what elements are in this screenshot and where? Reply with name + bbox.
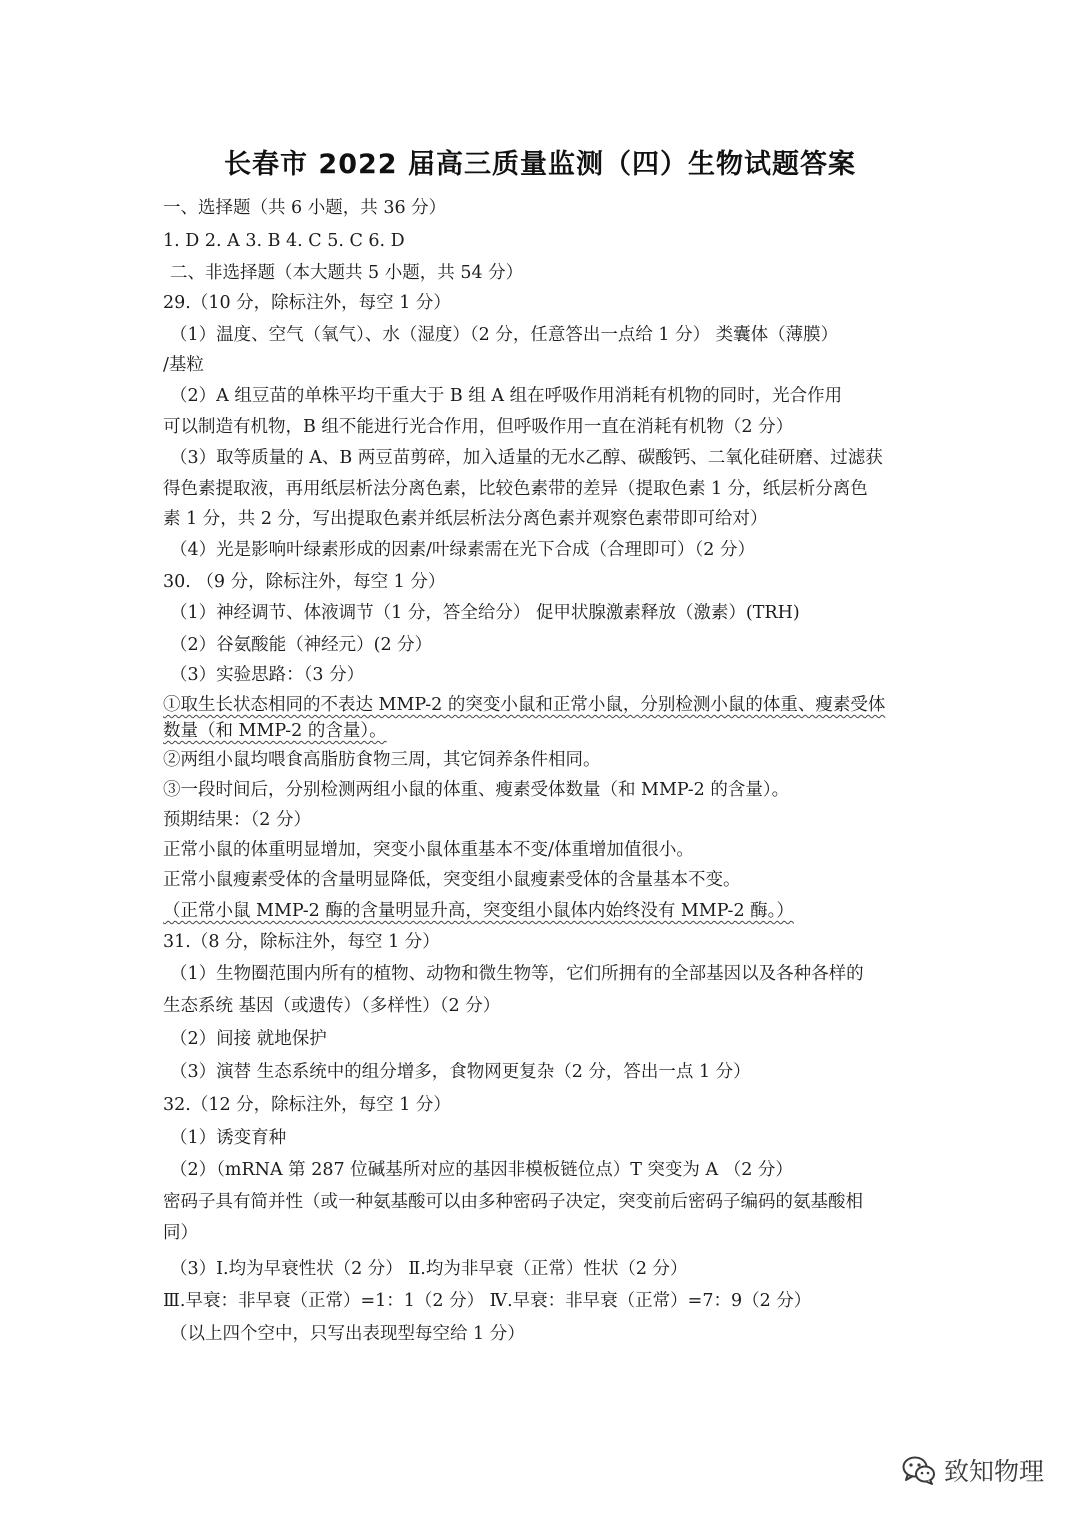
q32-part2-explain-cont: 同） <box>163 1223 198 1243</box>
q31-heading: 31.（8 分，除标注外，每空 1 分） <box>163 932 440 952</box>
section-heading-choice: 一、选择题（共 6 小题，共 36 分） <box>163 198 447 218</box>
choice-answers: 1. D 2. A 3. B 4. C 5. C 6. D <box>163 231 405 251</box>
q29-part1: （1）温度、空气（氧气）、水（湿度）（2 分，任意答出一点给 1 分） 类囊体（薄膜） <box>170 325 839 345</box>
q32-part2-explain: 密码子具有简并性（或一种氨基酸可以由多种密码子决定，突变前后密码子编码的氨基酸相 <box>163 1192 863 1212</box>
q30-result2: 正常小鼠瘦素受体的含量明显降低，突变组小鼠瘦素受体的含量基本不变。 <box>163 870 741 890</box>
q32-note: （以上四个空中，只写出表现型每空给 1 分） <box>170 1324 525 1344</box>
q31-part1: （1）生物圈范围内所有的植物、动物和微生物等，它们所拥有的全部基因以及各种各样的 <box>170 964 864 984</box>
page-title: 长春市 2022 届高三质量监测（四）生物试题答案 <box>224 149 856 180</box>
section-heading-nonchoice: 二、非选择题（本大题共 5 小题，共 54 分） <box>170 263 524 283</box>
q31-part1-cont: 生态系统 基因（或遗传）（多样性）（2 分） <box>163 996 501 1016</box>
q32-part1: （1）诱变育种 <box>170 1128 287 1148</box>
q30-result3 <box>163 899 923 923</box>
q29-part3-cont1: 得色素提取液，再用纸层析法分离色素，比较色素带的差异（提取色素 1 分，纸层析分离色 <box>163 479 868 499</box>
q29-part3-cont2: 素 1 分，共 2 分，写出提取色素并纸层析法分离色素并观察色素带即可给对） <box>163 509 768 529</box>
q30-part1: （1）神经调节、体液调节（1 分，答全给分） 促甲状腺激素释放（激素）(TRH) <box>170 603 800 623</box>
q30-step1-cont-text: 数量（和 MMP-2 的含量）。 <box>163 721 387 741</box>
q30-part2: （2）谷氨酸能（神经元）(2 分） <box>170 635 433 655</box>
q31-part2: （2）间接 就地保护 <box>170 1029 327 1049</box>
q30-part3: （3）实验思路：（3 分） <box>170 665 365 685</box>
q29-part4: （4）光是影响叶绿素形成的因素/叶绿素需在光下合成（合理即可）（2 分） <box>170 540 755 560</box>
q29-part1-cont: /基粒 <box>163 355 204 375</box>
q30-step1-cont <box>163 719 923 743</box>
q30-expected-heading: 预期结果：（2 分） <box>163 810 311 830</box>
q29-part2-cont: 可以制造有机物，B 组不能进行光合作用，但呼吸作用一直在消耗有机物（2 分） <box>163 417 794 437</box>
q31-part3: （3）演替 生态系统中的组分增多，食物网更复杂（2 分，答出一点 1 分） <box>170 1062 751 1082</box>
q30-step1 <box>163 693 923 717</box>
watermark <box>902 1452 1044 1488</box>
q30-result1: 正常小鼠的体重明显增加，突变小鼠体重基本不变/体重增加值很小。 <box>163 840 694 860</box>
q32-part3-row1: （3）Ⅰ.均为早衰性状（2 分） Ⅱ.均为非早衰（正常）性状（2 分） <box>170 1259 688 1279</box>
q29-heading: 29.（10 分，除标注外，每空 1 分） <box>163 293 451 313</box>
q30-heading: 30. （9 分，除标注外，每空 1 分） <box>163 572 446 592</box>
wechat-icon <box>902 1455 936 1485</box>
q30-step1-text: ①取生长状态相同的不表达 MMP-2 的突变小鼠和正常小鼠，分别检测小鼠的体重、瘦素受体 <box>163 695 886 715</box>
q32-heading: 32.（12 分，除标注外，每空 1 分） <box>163 1095 451 1115</box>
q32-part2: （2）（mRNA 第 287 位碱基所对应的基因非模板链位点）T 突变为 A （2 分） <box>170 1160 793 1180</box>
watermark-text: 致知物理 <box>943 1457 1044 1486</box>
q30-step3: ③一段时间后，分别检测两组小鼠的体重、瘦素受体数量（和 MMP-2 的含量）。 <box>163 780 790 800</box>
q29-part2: （2）A 组豆苗的单株平均干重大于 B 组 A 组在呼吸作用消耗有机物的同时，光合作用 <box>170 386 843 406</box>
q32-part3-row2: Ⅲ.早衰：非早衰（正常）=1：1（2 分） Ⅳ.早衰：非早衰（正常）=7：9（2 分） <box>163 1291 812 1311</box>
q29-part3: （3）取等质量的 A、B 两豆苗剪碎，加入适量的无水乙醇、碳酸钙、二氧化硅研磨、过滤获 <box>170 448 883 468</box>
q30-result3-text: （正常小鼠 MMP-2 酶的含量明显升高，突变组小鼠体内始终没有 MMP-2 酶。） <box>163 901 794 921</box>
q30-step2: ②两组小鼠均喂食高脂肪食物三周，其它饲养条件相同。 <box>163 750 601 770</box>
